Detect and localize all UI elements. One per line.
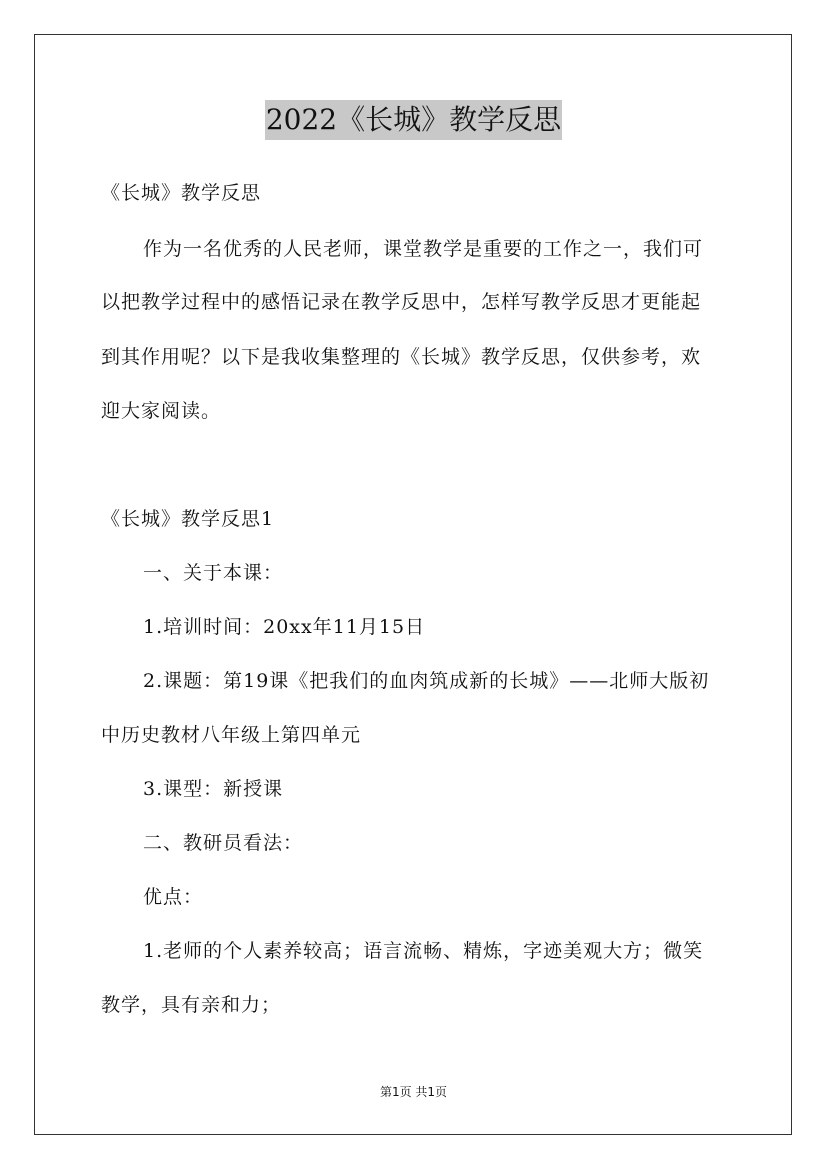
- intro-line-3: 到其作用呢？以下是我收集整理的《长城》教学反思，仅供参考，欢: [101, 346, 702, 368]
- item-time: 1.培训时间：20xx年11月15日: [143, 616, 426, 638]
- intro-line-1: 作为一名优秀的人民老师，课堂教学是重要的工作之一，我们可: [143, 238, 704, 260]
- item-merits: 优点：: [143, 886, 204, 908]
- merit-1-line-1: 1.老师的个人素养较高；语言流畅、精炼，字迹美观大方；微笑: [143, 940, 704, 962]
- item-views: 二、教研员看法：: [143, 832, 304, 854]
- subtitle: 《长城》教学反思: [101, 182, 262, 204]
- intro-line-4: 迎大家阅读。: [101, 400, 222, 422]
- document-title: 2022《长城》教学反思: [265, 100, 562, 140]
- item-about: 一、关于本课：: [143, 562, 284, 584]
- merit-1-line-2: 教学，具有亲和力；: [101, 994, 282, 1016]
- page-footer: 第1页 共1页: [379, 1085, 448, 1099]
- item-topic-line-2: 中历史教材八年级上第四单元: [101, 724, 362, 746]
- intro-line-2: 以把教学过程中的感悟记录在教学反思中，怎样写教学反思才更能起: [101, 291, 702, 313]
- title-wrap: [0, 100, 827, 140]
- item-type: 3.课型：新授课: [143, 778, 284, 800]
- section-heading: 《长城》教学反思1: [101, 508, 275, 530]
- item-topic-line-1: 2.课题：第19课《把我们的血肉筑成新的长城》——北师大版初: [143, 670, 710, 692]
